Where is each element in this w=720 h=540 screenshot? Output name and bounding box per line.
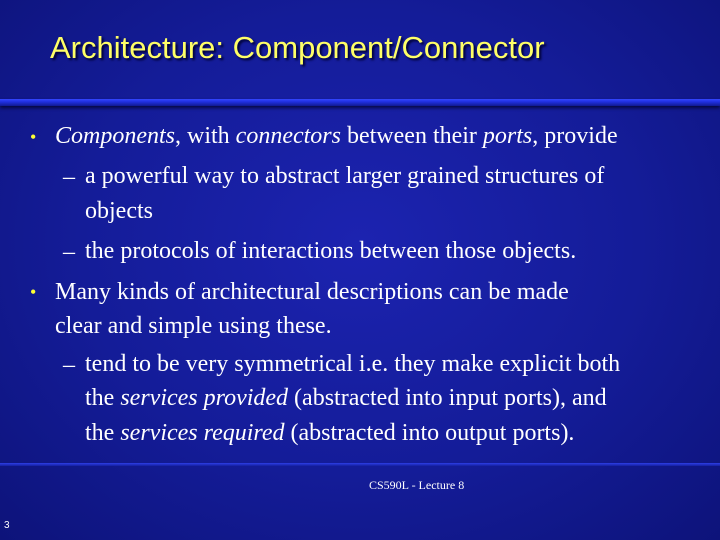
bullet-1-term-ports: ports: [482, 123, 533, 149]
subbullet-2a-continuation-2: [85, 421, 574, 445]
bullet-1-part: , with: [175, 123, 236, 149]
bullet-1-term-connectors: connectors: [235, 123, 341, 149]
bullet-1-part: , provide: [532, 123, 618, 149]
slide-title: Architecture: Component/Connector: [50, 30, 545, 65]
subbullet-1a-marker: –: [63, 164, 75, 190]
slide-footer: CS590L - Lecture 8: [369, 478, 465, 492]
bullet-2-text: Many kinds of architectural descriptions can be made: [55, 279, 569, 305]
subbullet-2a-part: (abstracted into output ports).: [284, 420, 575, 446]
slide-number: 3: [4, 520, 10, 531]
subbullet-1a-text: a powerful way to abstract larger grained structures of: [85, 163, 605, 189]
term-services-required: services required: [120, 420, 285, 446]
bullet-1-text: [55, 124, 618, 148]
subbullet-1a-continuation: objects: [85, 198, 153, 224]
title-divider: [0, 99, 720, 106]
subbullet-1b-text: the protocols of interactions between those objects.: [85, 238, 577, 264]
footer-divider: [0, 463, 720, 466]
subbullet-1b-marker: –: [63, 239, 75, 265]
bullet-2-marker: •: [30, 282, 37, 302]
term-services-provided: services provided: [120, 385, 289, 411]
subbullet-2a-continuation-1: [85, 386, 607, 410]
subbullet-2a-text: tend to be very symmetrical i.e. they make explicit both: [85, 351, 621, 377]
bullet-1-part: between their: [340, 123, 483, 149]
subbullet-2a-marker: –: [63, 352, 75, 378]
subbullet-2a-part: the: [85, 420, 121, 446]
subbullet-2a-part: the: [85, 385, 121, 411]
subbullet-2a-part: (abstracted into input ports), and: [288, 385, 607, 411]
bullet-1-term-components: Components: [55, 123, 175, 149]
bullet-2-continuation: clear and simple using these.: [55, 313, 332, 339]
bullet-1-marker: •: [30, 127, 37, 147]
